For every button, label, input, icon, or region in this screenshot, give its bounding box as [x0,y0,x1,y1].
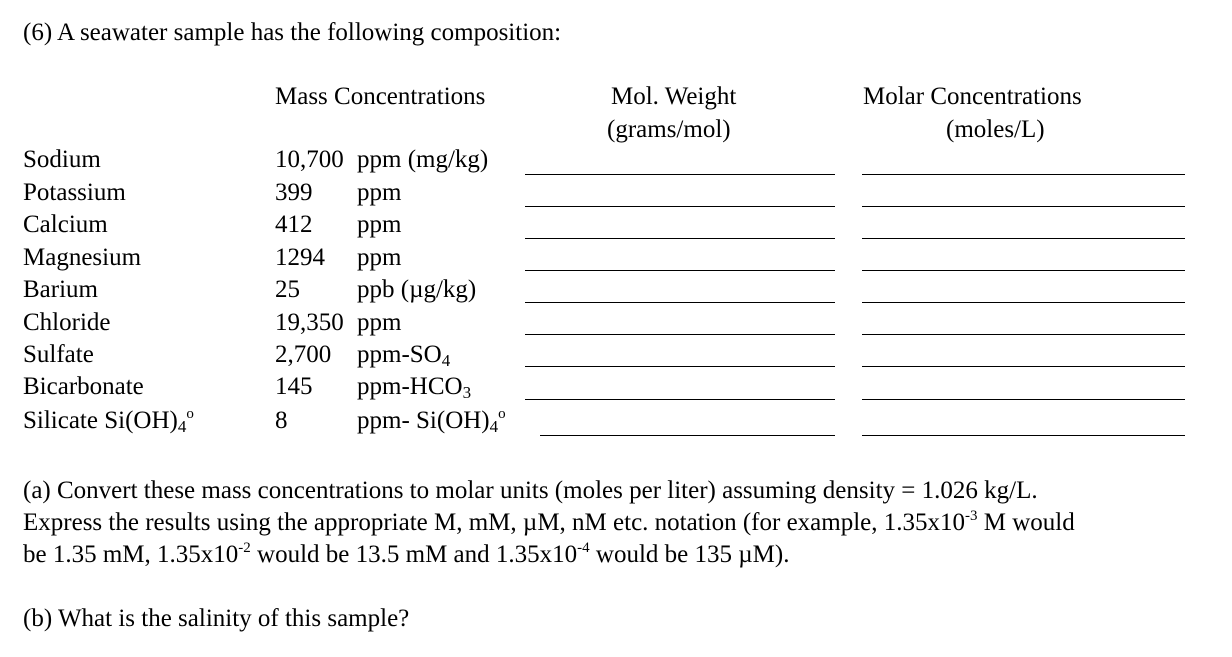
element-name-silicate-subscript: 4 [177,417,187,436]
molar-conc-blank-sulfate[interactable] [862,366,1185,367]
mol-weight-blank-sodium[interactable] [525,174,835,175]
mol-weight-blank-magnesium[interactable] [525,270,835,271]
mass-unit-bicarbonate-text: ppm-HCO [357,373,463,400]
mol-weight-blank-calcium[interactable] [525,238,835,239]
mass-value-bicarbonate: 145 [275,373,313,400]
mass-unit-sodium: ppm (mg/kg) [357,146,489,173]
mass-value-silicate: 8 [275,407,288,434]
part-a-line-3-exponent-2: -4 [577,540,590,556]
mass-unit-silicate-superscript: o [498,406,506,422]
mol-weight-blank-barium[interactable] [525,302,835,303]
part-b-question: (b) What is the salinity of this sample? [23,605,410,632]
element-name-calcium: Calcium [23,211,108,238]
element-name-silicate-text: Silicate Si(OH) [23,407,178,434]
header-molar-units: (moles/L) [946,116,1045,143]
mass-unit-silicate-text: ppm- Si(OH) [357,407,490,434]
mass-unit-sulfate [357,341,451,370]
part-a-line-3-exponent-1: -2 [238,540,251,556]
part-a-line-1: (a) Convert these mass concentrations to molar units (moles per liter) assuming density = 1.026 kg/L. [23,477,1038,504]
mass-unit-bicarbonate [357,373,472,402]
mass-value-sulfate: 2,700 [275,341,332,368]
mass-unit-silicate [357,406,506,436]
element-name-barium: Barium [23,276,98,303]
mass-unit-sulfate-text: ppm-SO [357,341,442,368]
mass-value-chloride: 19,350 [275,309,344,336]
molar-conc-blank-silicate[interactable] [862,435,1185,436]
header-mol-weight-units: (grams/mol) [607,116,731,143]
mol-weight-blank-bicarbonate[interactable] [525,399,835,400]
mass-value-magnesium: 1294 [275,244,325,271]
mass-unit-calcium: ppm [357,211,402,238]
part-a-line-2-text-2: M would [977,509,1075,536]
part-a-line-3-text-2: would be 13.5 mM and 1.35x10 [250,541,578,568]
mass-unit-chloride: ppm [357,309,402,336]
molar-conc-blank-chloride[interactable] [862,334,1185,335]
molar-conc-blank-sodium[interactable] [862,174,1185,175]
element-name-potassium: Potassium [23,179,126,206]
element-name-sodium: Sodium [23,146,101,173]
element-name-sulfate: Sulfate [23,341,94,368]
part-a-line-3-text-3: would be 135 µM). [589,541,790,568]
header-mass-concentrations: Mass Concentrations [275,83,486,110]
mol-weight-blank-sulfate[interactable] [525,366,835,367]
mol-weight-blank-potassium[interactable] [525,206,835,207]
mass-unit-magnesium: ppm [357,244,402,271]
part-a-line-2-text-1: Express the results using the appropriate M, mM, µM, nM etc. notation (for example, 1.35x10 [23,509,966,536]
element-name-silicate-superscript: o [186,406,194,422]
mass-value-sodium: 10,700 [275,146,344,173]
element-name-bicarbonate: Bicarbonate [23,373,144,400]
molar-conc-blank-bicarbonate[interactable] [862,399,1185,400]
molar-conc-blank-calcium[interactable] [862,238,1185,239]
part-a-line-2 [23,510,1075,535]
mass-value-potassium: 399 [275,179,313,206]
mass-value-calcium: 412 [275,211,313,238]
header-mol-weight: Mol. Weight [611,83,737,110]
molar-conc-blank-magnesium[interactable] [862,270,1185,271]
part-a-line-3 [23,542,789,567]
mass-unit-bicarbonate-subscript: 3 [462,383,472,402]
part-a-line-2-exponent: -3 [965,508,978,524]
mol-weight-blank-silicate[interactable] [540,435,835,436]
molar-conc-blank-barium[interactable] [862,302,1185,303]
mass-unit-barium: ppb (µg/kg) [357,276,477,303]
mol-weight-blank-chloride[interactable] [525,334,835,335]
element-name-silicate [23,406,194,436]
element-name-chloride: Chloride [23,309,111,336]
mass-value-barium: 25 [275,276,300,303]
mass-unit-potassium: ppm [357,179,402,206]
mass-unit-silicate-subscript: 4 [489,417,499,436]
mass-unit-sulfate-subscript: 4 [441,351,451,370]
molar-conc-blank-potassium[interactable] [862,206,1185,207]
part-a-line-3-text-1: be 1.35 mM, 1.35x10 [23,541,239,568]
element-name-magnesium: Magnesium [23,244,142,271]
header-molar-concentrations: Molar Concentrations [863,83,1082,110]
problem-title: (6) A seawater sample has the following composition: [23,19,562,46]
